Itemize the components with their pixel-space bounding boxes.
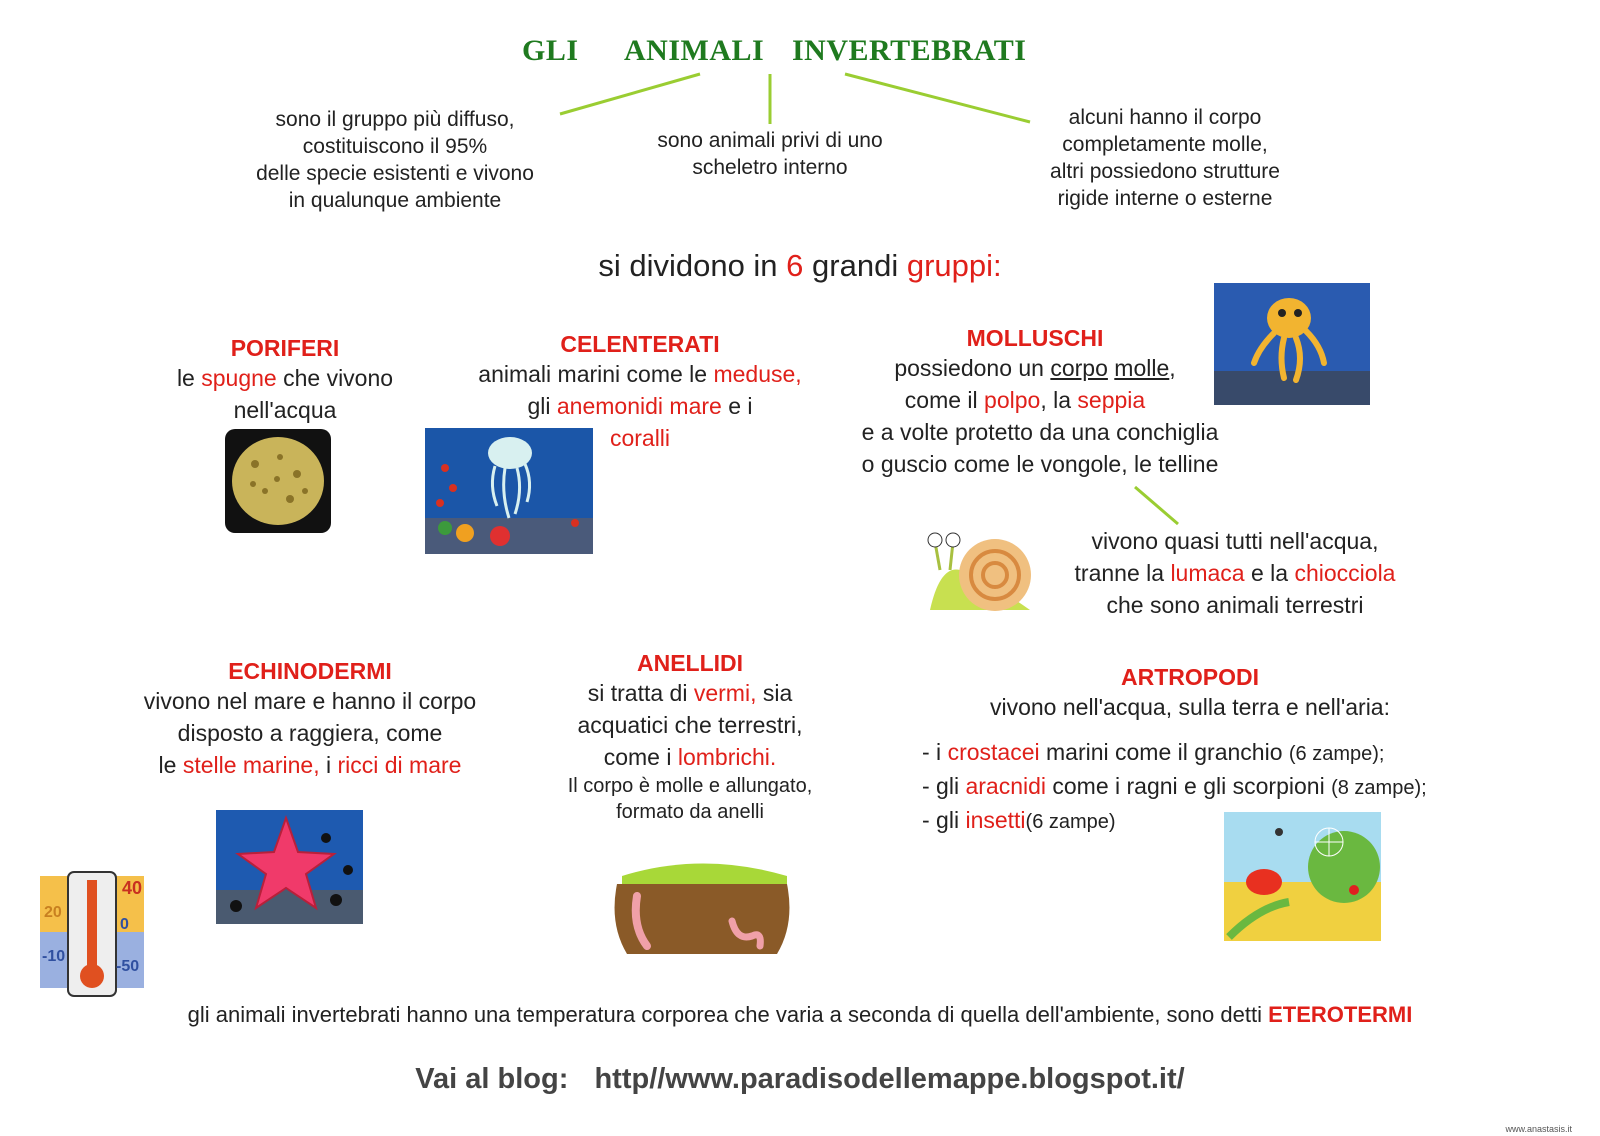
text: acquatici che terrestri,: [577, 712, 803, 738]
keyword: seppia: [1077, 387, 1146, 413]
thermo-label: 20: [44, 904, 62, 921]
text: disposto a raggiera, come: [177, 720, 443, 746]
keyword: stelle marine,: [182, 752, 320, 778]
keyword: meduse,: [713, 361, 802, 387]
footer-term: ETEROTERMI: [1268, 1002, 1413, 1027]
text: le: [158, 752, 177, 778]
underlined-text: molle: [1114, 355, 1170, 381]
note-no-skeleton: [620, 127, 920, 181]
thermo-label: -50: [116, 958, 140, 975]
text: i: [325, 752, 332, 778]
blog-link[interactable]: http//www.paradisodellemappe.blogspot.it/: [594, 1063, 1185, 1095]
footer-note: [0, 1002, 1600, 1028]
group-heading: CELENTERATI: [560, 331, 720, 357]
group-echinodermi: [100, 658, 520, 781]
keyword: chiocciola: [1294, 560, 1396, 586]
text: marini come il granchio: [1046, 739, 1283, 765]
sponge-image: [225, 429, 331, 533]
note-line: rigide interne o esterne: [1057, 187, 1273, 210]
snail-image: [925, 530, 1040, 622]
text: vivono quasi tutti nell'acqua,: [1091, 528, 1379, 554]
group-artropodi: [940, 664, 1440, 723]
note-line: scheletro interno: [692, 156, 848, 179]
group-heading: ARTROPODI: [1121, 664, 1259, 690]
keyword: ricci di mare: [337, 752, 462, 778]
starfish-image: [216, 810, 363, 924]
note-line: alcuni hanno il corpo: [1068, 106, 1262, 129]
footer-text: gli animali invertebrati hanno una temperatura corporea che varia a seconda di quella dell'ambiente, sono detti: [187, 1002, 1262, 1027]
keyword: lombrichi.: [677, 744, 777, 770]
thermometer-icon: [38, 868, 146, 998]
earthworm-image: [612, 856, 792, 960]
text: Il corpo è molle e allungato,: [567, 775, 813, 797]
page-title: [0, 34, 1600, 74]
keyword: insetti: [965, 807, 1026, 833]
text: possiedono un: [894, 355, 1044, 381]
note-line: in qualunque ambiente: [288, 189, 502, 212]
octopus-image: [1214, 283, 1370, 405]
text: e a volte protetto da una conchiglia: [861, 419, 1219, 445]
group-heading: ANELLIDI: [636, 650, 744, 676]
text: ,: [1169, 355, 1176, 381]
keyword: polpo: [984, 387, 1041, 413]
molluschi-habitat-note: [1040, 525, 1430, 621]
keyword: vermi,: [693, 680, 757, 706]
text: e i: [728, 393, 753, 419]
note-body-structure: [1015, 104, 1315, 212]
keyword: coralli: [609, 425, 671, 451]
note-line: sono animali privi di uno: [657, 129, 883, 152]
title-word-3: INVERTEBRATI: [792, 34, 1027, 67]
group-anellidi: [520, 650, 860, 825]
list-item: [922, 736, 1562, 770]
text: (8 zampe);: [1331, 777, 1427, 799]
signature-text: www.anastasis.it: [1505, 1124, 1572, 1134]
subtitle-text: grandi: [812, 248, 899, 283]
keyword: lumaca: [1170, 560, 1245, 586]
keyword: aracnidi: [965, 773, 1046, 799]
text: come il: [904, 387, 978, 413]
keyword: anemoni: [556, 393, 646, 419]
text: e la: [1250, 560, 1289, 586]
note-line: delle specie esistenti e vivono: [256, 162, 534, 185]
text: le: [176, 365, 195, 391]
keyword: di mare: [645, 393, 722, 419]
note-line: altri possiedono strutture: [1050, 160, 1280, 183]
keyword: spugne: [201, 365, 277, 391]
group-poriferi: [140, 335, 430, 426]
group-heading: PORIFERI: [230, 335, 340, 361]
text: animali marini come le: [478, 361, 708, 387]
underlined-text: corpo: [1050, 355, 1108, 381]
keyword: crostacei: [947, 739, 1040, 765]
group-heading: MOLLUSCHI: [966, 325, 1104, 351]
subtitle-text: si dividono in: [598, 248, 778, 283]
text: o guscio come le vongole, le telline: [861, 451, 1219, 477]
note-line: sono il gruppo più diffuso,: [275, 108, 515, 131]
text: - i: [922, 739, 942, 765]
text: nell'acqua: [233, 397, 337, 423]
text: sia: [762, 680, 793, 706]
note-diffusion: [225, 106, 565, 214]
arthropods-image: [1224, 812, 1381, 941]
list-item: [922, 770, 1562, 804]
groups-subtitle: [0, 248, 1600, 284]
text: - gli: [922, 773, 960, 799]
jellyfish-image: [425, 428, 593, 554]
text: come i ragni e gli scorpioni: [1052, 773, 1325, 799]
text: che sono animali terrestri: [1106, 592, 1364, 618]
text: che vivono: [283, 365, 394, 391]
text: come i: [603, 744, 672, 770]
note-line: completamente molle,: [1062, 133, 1268, 156]
blog-label: Vai al blog:: [415, 1063, 569, 1095]
title-word-2: ANIMALI: [624, 34, 765, 67]
note-line: costituiscono il 95%: [302, 135, 488, 158]
thermo-label: 40: [122, 878, 143, 898]
thermo-label: -10: [42, 948, 66, 965]
blog-line: [0, 1063, 1600, 1096]
text: si tratta di: [587, 680, 688, 706]
title-word-1: GLI: [522, 34, 579, 67]
text: vivono nell'acqua, sulla terra e nell'aria:: [989, 694, 1390, 720]
group-heading: ECHINODERMI: [228, 658, 392, 684]
subtitle-groups: gruppi:: [906, 248, 1002, 283]
thermo-label: 0: [120, 916, 129, 933]
text: tranne la: [1074, 560, 1165, 586]
text: vivono nel mare e hanno il corpo: [143, 688, 477, 714]
group-molluschi: [820, 325, 1260, 480]
text: - gli: [922, 807, 960, 833]
text: , la: [1040, 387, 1072, 413]
text: gli: [527, 393, 551, 419]
subtitle-number: 6: [786, 248, 804, 283]
text: formato da anelli: [616, 801, 764, 823]
text: (6 zampe);: [1288, 743, 1385, 765]
text: (6 zampe): [1025, 811, 1116, 833]
